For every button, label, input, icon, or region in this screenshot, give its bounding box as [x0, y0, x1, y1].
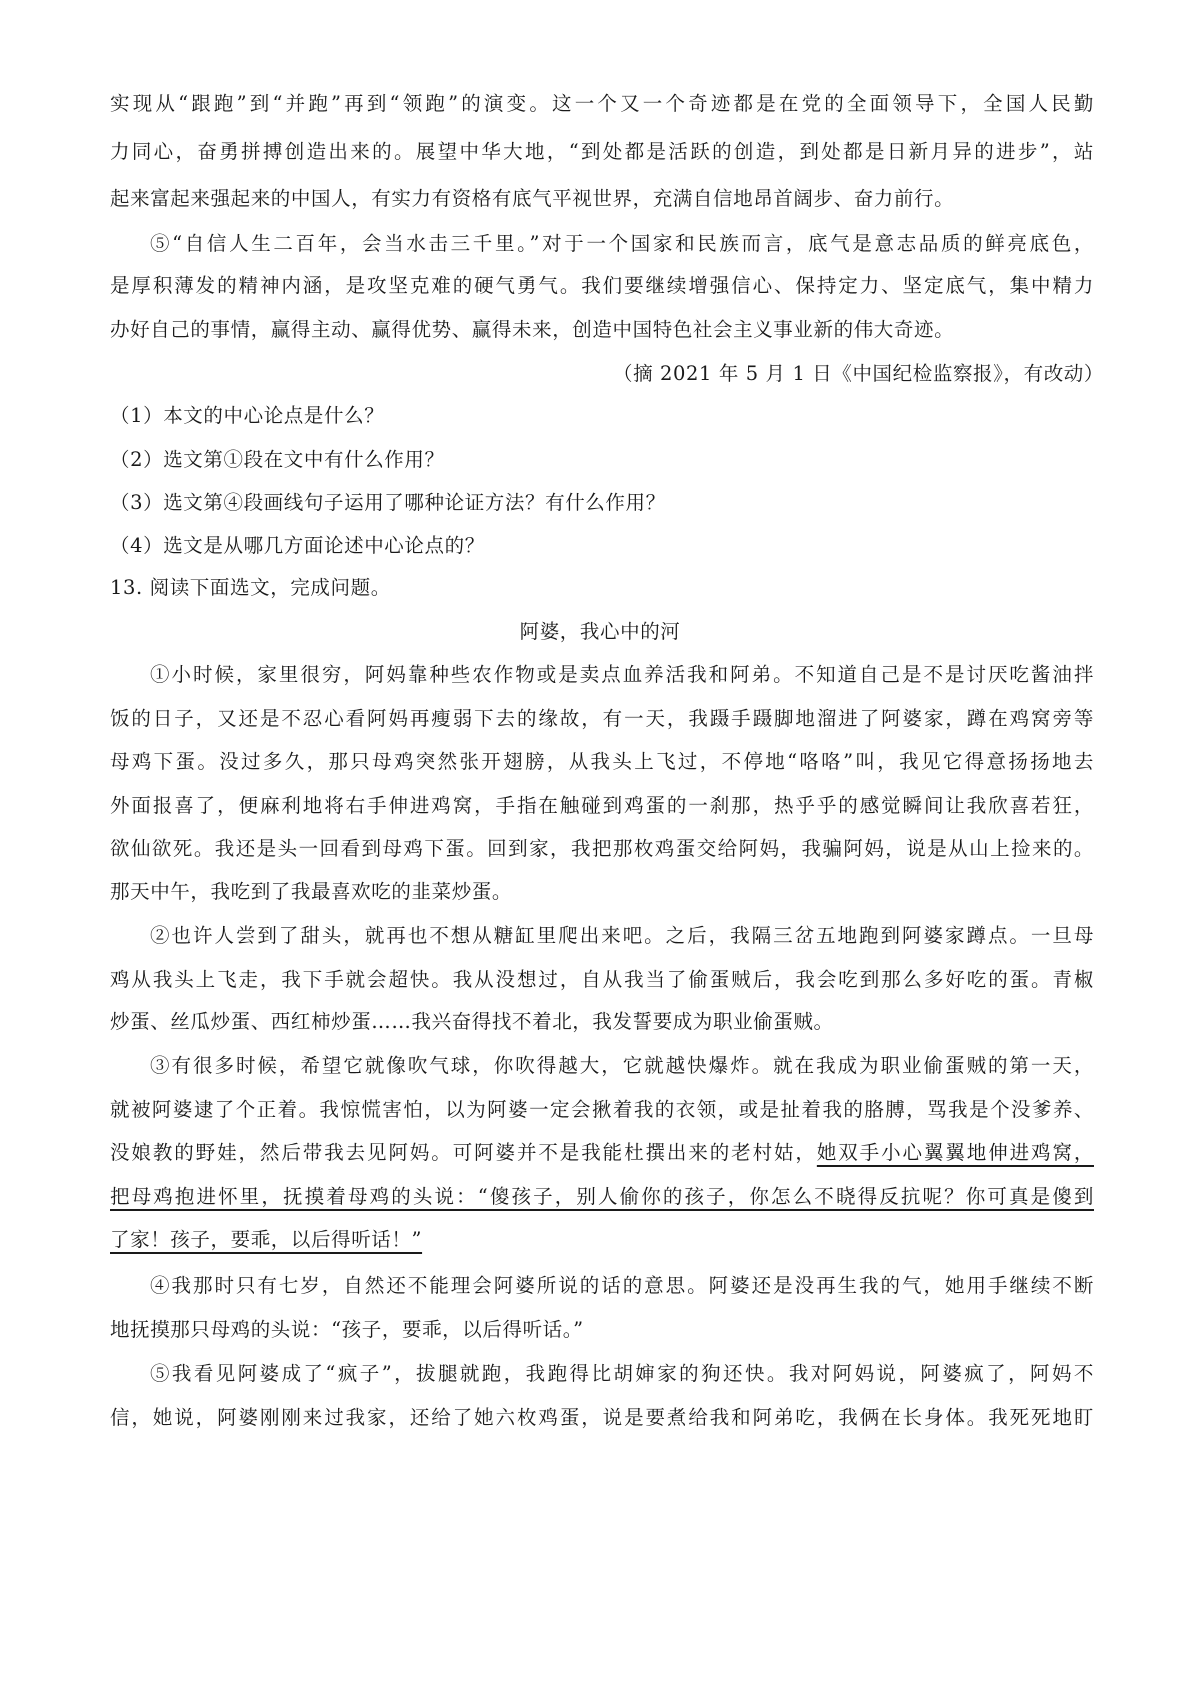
- story-text-line: 地抚摸那只母鸡的头说：“孩子，要乖，以后得听话。”: [110, 1318, 584, 1341]
- story-text-line: [110, 1140, 1094, 1166]
- story-text-line: 母鸡下蛋。没过多久，那只母鸡突然张开翅膀，从我头上飞过，不停地“咯咯”叫，我见它得意扬扬地去: [110, 750, 1094, 773]
- story-text-line: 饭的日子，又还是不忍心看阿妈再瘦弱下去的缘故，有一天，我蹑手蹑脚地溜进了阿婆家，蹲在鸡窝旁等: [110, 707, 1094, 730]
- story-text-line: ③有很多时候，希望它就像吹气球，你吹得越大，它就越快爆炸。就在我成为职业偷蛋贼的第一天，: [150, 1054, 1094, 1077]
- story-text-line: ②也许人尝到了甜头，就再也不想从糖缸里爬出来吧。之后，我隔三岔五地跑到阿婆家蹲点。一旦母: [150, 924, 1094, 947]
- story-text-line: 就被阿婆逮了个正着。我惊慌害怕，以为阿婆一定会揪着我的衣领，或是扯着我的胳膊，骂我是个没爹养、: [110, 1098, 1094, 1121]
- story-text-line: 鸡从我头上飞走，我下手就会超快。我从没想过，自从我当了偷蛋贼后，我会吃到那么多好吃的蛋。青椒: [110, 968, 1094, 991]
- question-instruction: 13. 阅读下面选文，完成问题。: [110, 576, 391, 599]
- question-item: （4）选文是从哪几方面论述中心论点的？: [110, 534, 485, 557]
- body-text-line: ⑤“自信人生二百年，会当水击三千里。”对于一个国家和民族而言，底气是意志品质的鲜亮底色，: [150, 232, 1094, 255]
- story-text-line: ④我那时只有七岁，自然还不能理会阿婆所说的话的意思。阿婆还是没再生我的气，她用手继续不断: [150, 1274, 1094, 1297]
- body-text-line: 办好自己的事情，赢得主动、赢得优势、赢得未来，创造中国特色社会主义事业新的伟大奇迹。: [110, 318, 955, 341]
- story-text-line: 欲仙欲死。我还是头一回看到母鸡下蛋。回到家，我把那枚鸡蛋交给阿妈，我骗阿妈，说是从山上捡来的。: [110, 837, 1094, 860]
- question-item: （2）选文第①段在文中有什么作用？: [110, 448, 445, 471]
- story-text-line: 外面报喜了，便麻利地将右手伸进鸡窝，手指在触碰到鸡蛋的一刹那，热乎乎的感觉瞬间让我欣喜若狂，: [110, 794, 1094, 817]
- story-title: 阿婆，我心中的河: [519, 620, 681, 643]
- story-text-segment: 没娘教的野娃，然后带我去见阿妈。可阿婆并不是我能杜撰出来的老村姑，: [110, 1141, 817, 1164]
- story-text-line: 信，她说，阿婆刚刚来过我家，还给了她六枚鸡蛋，说是要煮给我和阿弟吃，我俩在长身体。我死死地盯: [110, 1406, 1094, 1429]
- body-text-line: 力同心，奋勇拼搏创造出来的。展望中华大地，“到处都是活跃的创造，到处都是日新月异的进步”，站: [110, 140, 1094, 163]
- story-text-line: 炒蛋、丝瓜炒蛋、西红柿炒蛋……我兴奋得找不着北，我发誓要成为职业偷蛋贼。: [110, 1010, 834, 1033]
- underlined-sentence: 把母鸡抱进怀里，抚摸着母鸡的头说：“傻孩子，别人偷你的孩子，你怎么不晓得反抗呢？你可真是傻到: [110, 1185, 1094, 1208]
- body-text-line: 起来富起来强起来的中国人，有实力有资格有底气平视世界，充满自信地昂首阔步、奋力前行。: [110, 187, 955, 210]
- story-text-line: ①小时候，家里很穷，阿妈靠种些农作物或是卖点血养活我和阿弟。不知道自己是不是讨厌吃酱油拌: [150, 663, 1094, 686]
- story-text-line: ⑤我看见阿婆成了“疯子”，拔腿就跑，我跑得比胡婶家的狗还快。我对阿妈说，阿婆疯了，阿妈不: [150, 1362, 1094, 1385]
- source-citation: （摘 2021 年 5 月 1 日《中国纪检监察报》，有改动）: [613, 362, 1104, 385]
- underlined-sentence: 她双手小心翼翼地伸进鸡窝，: [816, 1141, 1094, 1164]
- question-item: （3）选文第④段画线句子运用了哪种论证方法？有什么作用？: [110, 491, 666, 514]
- story-text-line: 那天中午，我吃到了我最喜欢吃的韭菜炒蛋。: [110, 880, 513, 903]
- question-item: （1）本文的中心论点是什么？: [110, 404, 385, 427]
- body-text-line: 是厚积薄发的精神内涵，是攻坚克难的硬气勇气。我们要继续增强信心、保持定力、坚定底气，集中精力: [110, 274, 1094, 297]
- underlined-sentence: 了家！孩子，要乖，以后得听话！”: [110, 1228, 423, 1251]
- body-text-line: 实现从“跟跑”到“并跑”再到“领跑”的演变。这一个又一个奇迹都是在党的全面领导下，全国人民勤: [110, 92, 1094, 115]
